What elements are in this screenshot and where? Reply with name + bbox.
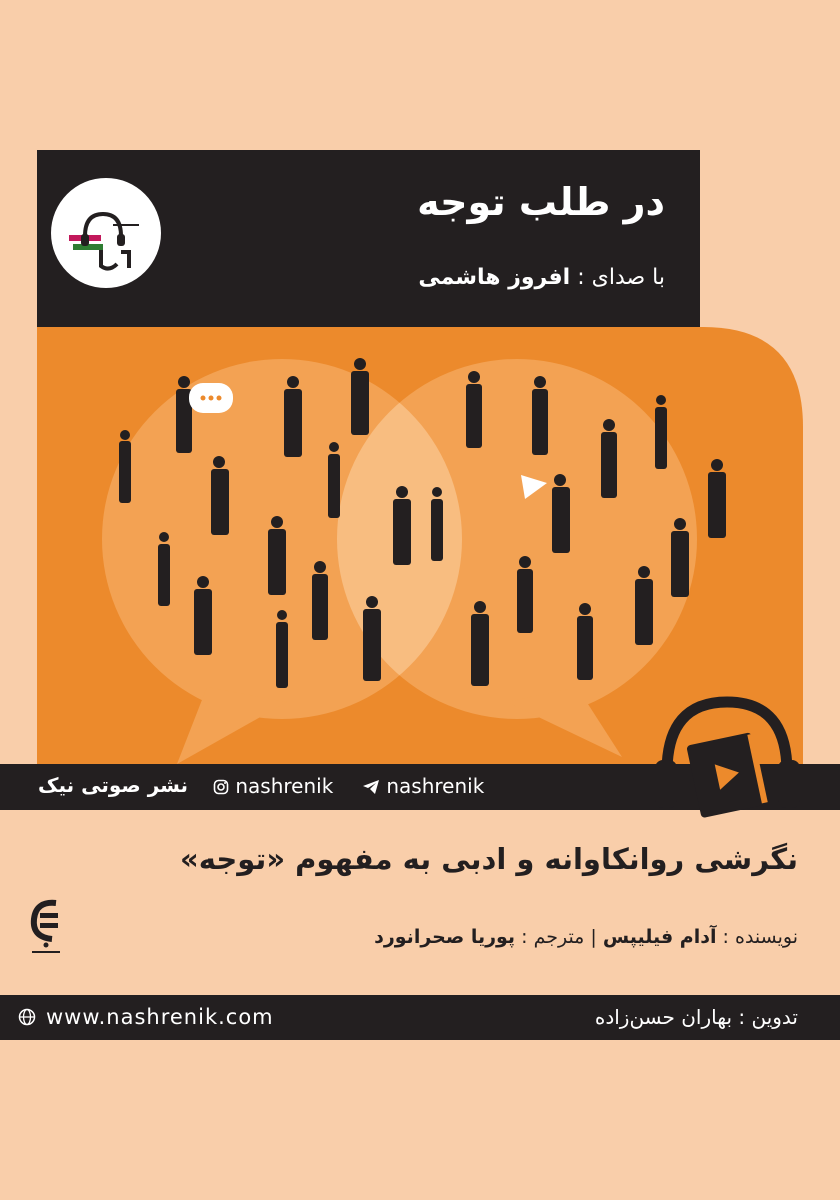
nik-logo — [51, 178, 161, 288]
telegram-label: nashrenik — [386, 774, 485, 798]
narrator-label: با صدای : — [577, 265, 665, 290]
publisher-logo — [26, 897, 66, 957]
website-link[interactable]: www.nashrenik.com — [46, 1005, 274, 1029]
book-subtitle: نگرشی روانکاوانه و ادبی به مفهوم «توجه» — [180, 842, 798, 876]
speech-bubble-icon — [189, 383, 233, 413]
translator-label: مترجم : — [521, 926, 585, 948]
globe-icon — [18, 1008, 36, 1026]
author-name: آدام فیلیپس — [602, 926, 717, 948]
headphones-book-icon — [655, 694, 800, 819]
credits-separator: | — [590, 926, 597, 948]
author-label: نویسنده : — [722, 926, 798, 948]
header-panel — [37, 150, 700, 327]
narrator-name: افروز هاشمی — [418, 265, 571, 290]
translator-name: پوریا صحرانورد — [374, 926, 516, 948]
instagram-icon — [213, 779, 229, 795]
narrator-line — [418, 265, 665, 290]
telegram-handle[interactable] — [362, 774, 484, 798]
telegram-icon — [362, 779, 380, 795]
footer-bar — [0, 995, 840, 1040]
publisher-name: نشر صوتی نیک — [38, 773, 188, 797]
compiler-credit: تدوین : بهاران حسن‌زاده — [594, 1005, 798, 1029]
book-credits — [374, 926, 798, 948]
instagram-handle[interactable] — [213, 774, 333, 798]
instagram-label: nashrenik — [235, 774, 334, 798]
book-title: در طلب توجه — [417, 180, 665, 224]
